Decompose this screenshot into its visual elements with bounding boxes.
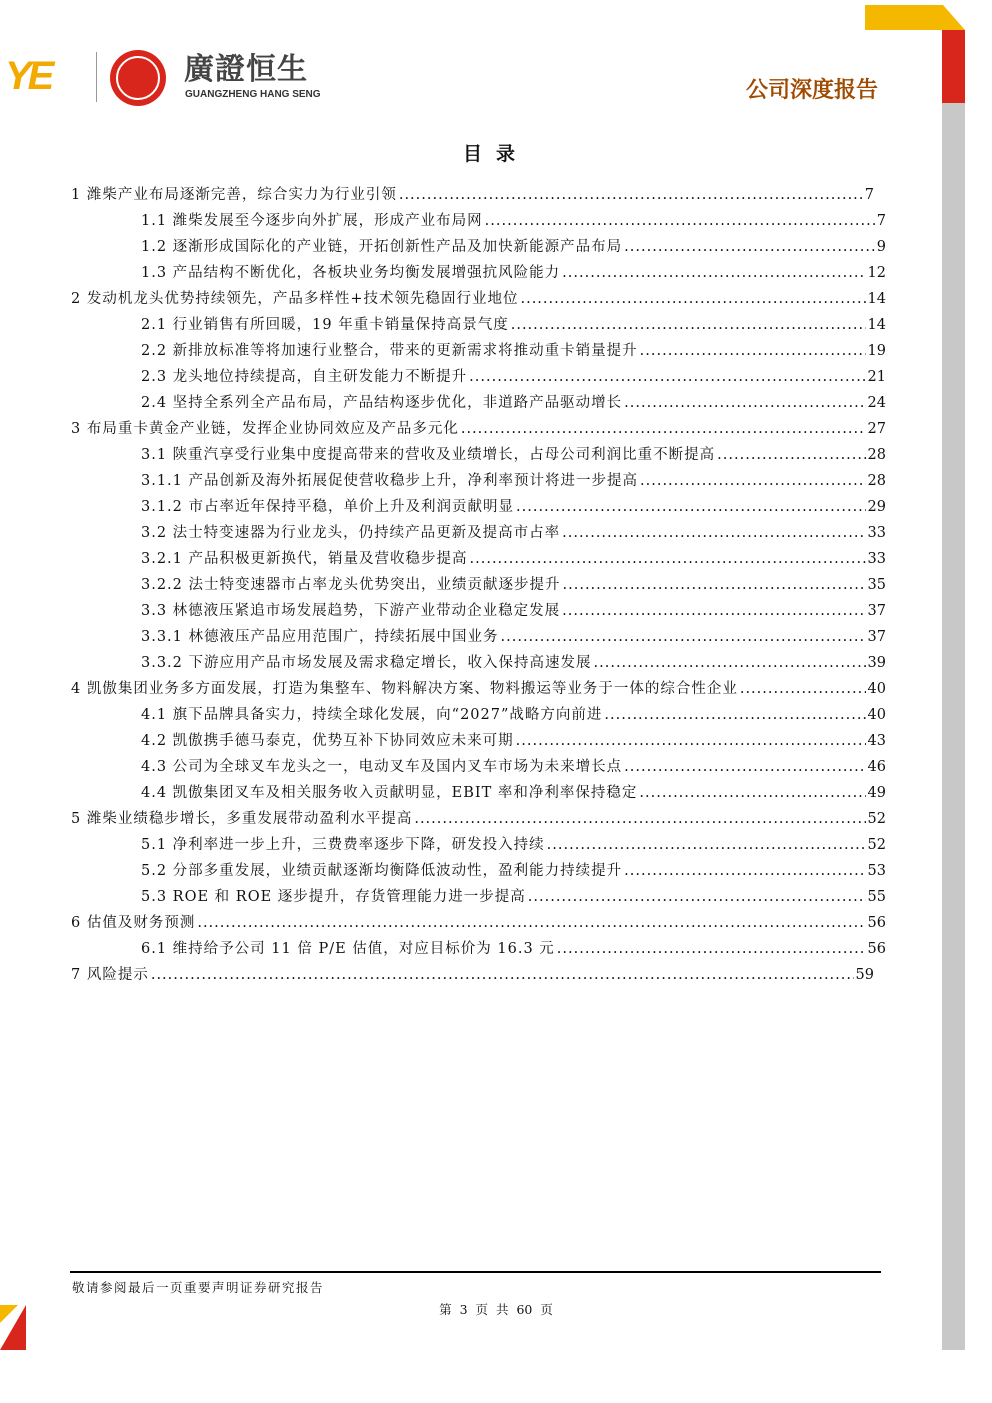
toc-entry-page: 37 [867,629,886,645]
toc-entry[interactable] [71,806,886,832]
toc-entry-title: 2.4 坚持全系列全产品布局，产品结构逐步优化，非道路产品驱动增长 [141,395,623,411]
toc-entry-page: 40 [867,707,886,723]
footer-disclaimer: 敬请参阅最后一页重要声明证券研究报告 [72,1280,325,1295]
toc-entry-page: 52 [867,837,886,853]
toc-entry[interactable] [71,910,886,936]
toc-entry-title: 3 布局重卡黄金产业链，发挥企业协同效应及产品多元化 [71,421,459,437]
dot-leader [624,754,865,780]
logo-divider [96,52,97,102]
dot-leader [470,546,866,572]
toc-entry[interactable] [71,312,886,338]
toc-entry[interactable] [71,780,886,806]
toc-entry[interactable] [71,286,886,312]
toc-entry-page: 52 [867,811,886,827]
toc-entry-title: 1.1 潍柴发展至今逐步向外扩展，形成产业布局网 [141,213,483,229]
toc-entry-title: 1 潍柴产业布局逐渐完善，综合实力为行业引领 [71,187,397,203]
toc-entry-title: 5.2 分部多重发展，业绩贡献逐渐均衡降低波动性，盈利能力持续提升 [141,863,623,879]
toc-entry-title: 4.2 凯傲携手德马泰克，优势互补下协同效应未来可期 [141,733,514,749]
toc-entry[interactable] [71,728,886,754]
toc-entry[interactable] [71,676,886,702]
toc-entry-title: 4.4 凯傲集团叉车及相关服务收入贡献明显，EBIT 率和净利率保持稳定 [141,785,638,801]
toc-entry-page: 28 [867,473,886,489]
toc-entry[interactable] [71,598,886,624]
toc-entry-title: 2 发动机龙头优势持续领先，产品多样性+技术领先稳固行业地位 [71,291,519,307]
toc-entry[interactable] [71,546,886,572]
toc-entry[interactable] [71,494,886,520]
toc-entry[interactable] [71,442,886,468]
toc-entry-title: 3.3.2 下游应用产品市场发展及需求稳定增长，收入保持高速发展 [141,655,592,671]
toc-entry[interactable] [71,624,886,650]
company-seal-logo [110,50,166,106]
dot-leader [640,338,866,364]
toc-entry-page: 49 [867,785,886,801]
dot-leader [516,494,866,520]
toc-entry[interactable] [71,754,886,780]
dot-leader [624,858,865,884]
dot-leader [557,936,866,962]
dot-leader [639,780,865,806]
dot-leader [516,728,866,754]
toc-entry-page: 29 [867,499,886,515]
toc-entry-page: 24 [867,395,886,411]
toc-entry-title: 3.3.1 林德液压产品应用范围广，持续拓展中国业务 [141,629,499,645]
toc-entry-title: 3.3 林德液压紧追市场发展趋势，下游产业带动企业稳定发展 [141,603,561,619]
toc-entry-page: 59 [855,967,874,983]
corner-decoration-triangle [943,5,965,30]
toc-entry-title: 3.2.1 产品积极更新换代，销量及营收稳步提高 [141,551,468,567]
dot-leader [547,832,866,858]
toc-entry[interactable] [71,260,886,286]
toc-entry-page: 14 [867,291,886,307]
dot-leader [563,572,866,598]
toc-entry[interactable] [71,364,886,390]
toc-entry-title: 5 潍柴业绩稳步增长，多重发展带动盈利水平提高 [71,811,413,827]
toc-entry-title: 4.1 旗下品牌具备实力，持续全球化发展，向“2027”战略方向前进 [141,707,603,723]
toc-entry-title: 4 凯傲集团业务多方面发展，打造为集整车、物料解决方案、物料搬运等业务于一体的综合性企业 [71,681,738,697]
brand-name-en: GUANGZHENG HANG SENG [185,89,321,100]
dot-leader [740,676,866,702]
dot-leader [501,624,866,650]
corner-decoration-yellow [865,5,943,30]
dot-leader [469,364,865,390]
toc-entry-page: 37 [867,603,886,619]
dot-leader [624,390,865,416]
ye-logo: YE [5,54,51,98]
toc-entry-title: 2.2 新排放标准等将加速行业整合，带来的更新需求将推动重卡销量提升 [141,343,638,359]
toc-entry-title: 2.3 龙头地位持续提高，自主研发能力不断提升 [141,369,468,385]
toc-title: 目录 [462,143,529,165]
toc-entry[interactable] [71,936,886,962]
toc-entry-page: 7 [876,213,886,229]
toc-entry[interactable] [71,858,886,884]
toc-entry-page: 12 [867,265,886,281]
toc-entry[interactable] [71,234,886,260]
dot-leader [717,442,865,468]
dot-leader [151,962,854,988]
dot-leader [562,598,865,624]
toc-entry-page: 56 [867,915,886,931]
toc-entry-title: 6 估值及财务预测 [71,915,196,931]
dot-leader [562,520,865,546]
dot-leader [624,234,875,260]
dot-leader [511,312,866,338]
corner-decoration-yellow-small [0,1305,18,1323]
toc-entry-page: 33 [867,551,886,567]
toc-entry-page: 21 [867,369,886,385]
toc-entry-page: 33 [867,525,886,541]
toc-entry[interactable] [71,832,886,858]
page-number: 第 3 页 共 60 页 [439,1302,553,1317]
toc-entry[interactable] [71,182,886,208]
toc-entry-title: 5.1 净利率进一步上升，三费费率逐步下降，研发投入持续 [141,837,545,853]
toc-entry-page: 40 [867,681,886,697]
dot-leader [197,910,865,936]
toc-entry-page: 46 [867,759,886,775]
toc-entry-title: 6.1 维持给予公司 11 倍 P/E 估值，对应目标价为 16.3 元 [141,941,555,957]
dot-leader [594,650,866,676]
toc-entry[interactable] [71,208,886,234]
toc-entry-page: 39 [867,655,886,671]
dot-leader [562,260,865,286]
toc-entry-page: 19 [867,343,886,359]
dot-leader [485,208,875,234]
toc-entry-page: 43 [867,733,886,749]
toc-entry[interactable] [71,884,886,910]
toc-entry-page: 53 [867,863,886,879]
dot-leader [520,286,865,312]
brand-name-cn: 廣證恒生 [184,52,308,87]
table-of-contents [71,182,886,988]
footer-divider [70,1271,881,1273]
toc-entry-page: 56 [867,941,886,957]
toc-entry[interactable] [71,572,886,598]
toc-entry-title: 7 风险提示 [71,967,149,983]
side-bar-red [942,30,965,103]
toc-entry-page: 28 [867,447,886,463]
toc-entry[interactable] [71,962,886,988]
toc-entry-title: 3.2.2 法士特变速器市占率龙头优势突出，业绩贡献逐步提升 [141,577,561,593]
toc-entry[interactable] [71,520,886,546]
dot-leader [461,416,866,442]
toc-entry-title: 3.1.1 产品创新及海外拓展促使营收稳步上升，净利率预计将进一步提高 [141,473,639,489]
toc-entry-page: 35 [867,577,886,593]
toc-entry-title: 4.3 公司为全球叉车龙头之一，电动叉车及国内叉车市场为未来增长点 [141,759,623,775]
toc-entry-title: 1.2 逐渐形成国际化的产业链，开拓创新性产品及加快新能源产品布局 [141,239,623,255]
dot-leader [604,702,865,728]
toc-entry-page: 14 [867,317,886,333]
dot-leader [399,182,863,208]
toc-entry-title: 3.1 陕重汽享受行业集中度提高带来的营收及业绩增长，占母公司利润比重不断提高 [141,447,716,463]
toc-entry-title: 3.2 法士特变速器为行业龙头，仍持续产品更新及提高市占率 [141,525,561,541]
toc-entry[interactable] [71,468,886,494]
toc-entry[interactable] [71,702,886,728]
toc-entry-page: 7 [864,187,874,203]
toc-entry-title: 2.1 行业销售有所回暖，19 年重卡销量保持高景气度 [141,317,509,333]
side-bar-grey [942,103,965,1350]
toc-entry-title: 3.1.2 市占率近年保持平稳，单价上升及利润贡献明显 [141,499,515,515]
dot-leader [528,884,866,910]
toc-entry[interactable] [71,416,886,442]
toc-entry-title: 5.3 ROE 和 ROE 逐步提升，存货管理能力进一步提高 [141,889,526,905]
toc-entry[interactable] [71,338,886,364]
toc-entry-title: 1.3 产品结构不断优化，各板块业务均衡发展增强抗风险能力 [141,265,561,281]
toc-entry-page: 27 [867,421,886,437]
toc-entry-page: 55 [867,889,886,905]
dot-leader [640,468,866,494]
toc-entry[interactable] [71,390,886,416]
toc-entry-page: 9 [876,239,886,255]
toc-entry[interactable] [71,650,886,676]
report-type: 公司深度报告 [746,78,879,103]
dot-leader [414,806,865,832]
